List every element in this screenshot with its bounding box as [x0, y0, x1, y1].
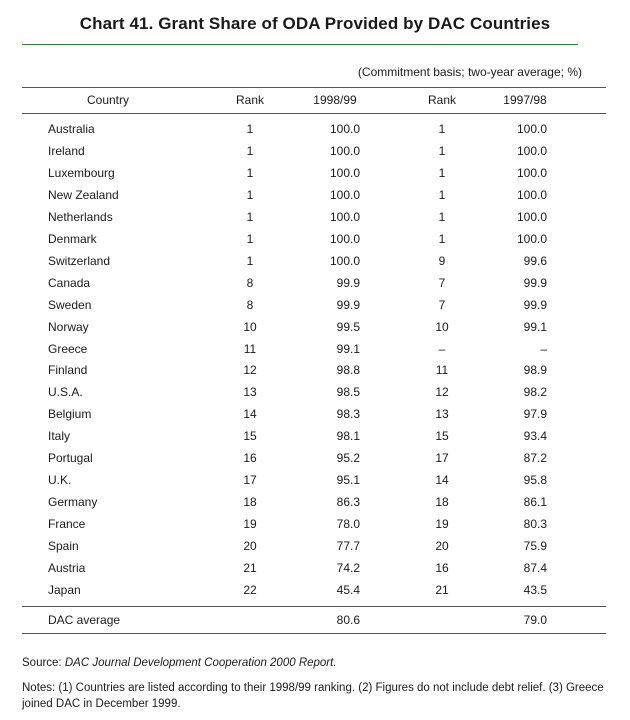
country-cell: U.K. — [48, 473, 72, 488]
value-1998-cell: 86.3 — [336, 495, 360, 510]
rank-1998-cell: 1 — [246, 231, 254, 246]
table-row — [0, 228, 630, 250]
rank-1998-cell: 1 — [246, 209, 254, 224]
value-1997-cell: 97.9 — [523, 407, 547, 422]
value-1998-cell: 98.5 — [336, 385, 360, 400]
table-row — [0, 316, 630, 338]
rank-1998-cell: 1 — [246, 187, 254, 202]
source-title: DAC Journal Development Cooperation 2000 Report. — [64, 657, 337, 669]
value-1997-cell: – — [540, 341, 547, 356]
value-1997-cell: 100.0 — [516, 231, 547, 246]
table-row — [0, 206, 630, 228]
rank-1997-cell: 1 — [438, 187, 446, 202]
country-cell: Greece — [48, 341, 88, 356]
value-1998-cell: 74.2 — [336, 561, 360, 575]
rank-1998-cell: 8 — [246, 297, 254, 312]
value-1997-cell: 80.3 — [523, 517, 547, 532]
rank-1997-cell: 7 — [438, 297, 446, 312]
value-1997-cell: 75.9 — [523, 539, 547, 554]
rank-1997-cell: 10 — [435, 319, 449, 334]
table-row — [0, 272, 630, 294]
table-row — [0, 294, 630, 316]
rank-1997-cell: 11 — [435, 363, 449, 378]
table-row — [0, 535, 630, 557]
value-1997-cell: 100.0 — [516, 143, 547, 158]
header-rank-1997: Rank — [427, 93, 456, 107]
rank-1997-cell: 1 — [438, 231, 446, 246]
value-1998-cell: 95.1 — [336, 473, 360, 488]
rank-1997-cell: 20 — [435, 539, 449, 554]
country-cell: Austria — [48, 561, 86, 575]
table-row — [0, 250, 630, 272]
value-1997-cell: 100.0 — [516, 187, 547, 202]
value-1997-cell: 43.5 — [523, 582, 547, 597]
notes: Notes: (1) Countries are listed according to their 1998/99 ranking. (2) Figures do not include debt relief. (3) Greece joined DAC in December 1999. — [22, 682, 604, 710]
value-1998-cell: 100.0 — [329, 253, 360, 268]
value-1997-cell: 98.9 — [523, 363, 547, 378]
rank-1998-cell: 16 — [243, 451, 257, 466]
value-1997-cell: 87.4 — [523, 561, 547, 575]
rank-1997-cell: 18 — [435, 495, 449, 510]
country-cell: Switzerland — [48, 253, 111, 268]
rank-1998-cell: 10 — [243, 319, 257, 334]
country-cell: Belgium — [48, 407, 92, 422]
table-row — [0, 338, 630, 360]
table-row — [0, 491, 630, 513]
table-row — [0, 381, 630, 403]
average-top-rule — [22, 606, 606, 607]
header-period-1997: 1997/98 — [503, 93, 547, 107]
title-divider — [22, 44, 578, 45]
table-row — [0, 162, 630, 184]
rank-1998-cell: 20 — [243, 539, 257, 554]
table-subtitle: (Commitment basis; two-year average; %) — [357, 65, 582, 79]
header-top-rule — [22, 87, 606, 88]
country-cell: Ireland — [48, 143, 85, 158]
source-note — [22, 655, 612, 671]
country-cell: Finland — [48, 363, 88, 378]
rank-1998-cell: 13 — [243, 385, 257, 400]
table-row — [0, 469, 630, 491]
value-1997-cell: 93.4 — [523, 429, 547, 444]
table-bottom-rule — [22, 633, 606, 634]
value-1997-cell: 98.2 — [523, 385, 547, 400]
rank-1997-cell: 9 — [438, 253, 446, 268]
country-cell: Sweden — [48, 297, 92, 312]
source-label: Source: — [22, 657, 62, 669]
rank-1997-cell: 1 — [438, 209, 446, 224]
rank-1998-cell: 11 — [243, 341, 257, 356]
value-1998-cell: 100.0 — [329, 187, 360, 202]
table-row — [0, 447, 630, 469]
table-row — [0, 579, 630, 601]
value-1997-cell: 99.9 — [523, 275, 547, 290]
rank-1997-cell: 21 — [435, 582, 449, 597]
country-cell: Netherlands — [48, 209, 113, 224]
rank-1997-cell: 1 — [438, 122, 446, 136]
header-rank-1998: Rank — [235, 93, 264, 107]
rank-1997-cell: 16 — [435, 561, 449, 575]
value-1998-cell: 100.0 — [329, 165, 360, 180]
value-1997-cell: 99.9 — [523, 297, 547, 312]
country-cell: New Zealand — [48, 187, 119, 202]
value-1997-cell: 99.6 — [523, 253, 547, 268]
rank-1997-cell: 17 — [435, 451, 449, 466]
value-1998-cell: 95.2 — [336, 451, 360, 466]
table-row — [0, 140, 630, 162]
rank-1998-cell: 15 — [243, 429, 257, 444]
country-cell: Canada — [48, 275, 91, 290]
rank-1997-cell: – — [438, 341, 446, 356]
rank-1998-cell: 12 — [243, 363, 257, 378]
rank-1998-cell: 1 — [246, 165, 254, 180]
value-1998-cell: 99.9 — [336, 297, 360, 312]
value-1997-cell: 99.1 — [523, 319, 547, 334]
table-row — [0, 118, 630, 140]
value-1998-cell: 78.0 — [336, 517, 360, 532]
rank-1997-cell: 7 — [438, 275, 446, 290]
rank-1997-cell: 19 — [435, 517, 449, 532]
value-1998-cell: 99.9 — [336, 275, 360, 290]
value-1998-cell: 100.0 — [329, 143, 360, 158]
value-1997-cell: 100.0 — [516, 165, 547, 180]
rank-1998-cell: 1 — [246, 143, 254, 158]
value-1998-cell: 98.3 — [336, 407, 360, 422]
rank-1998-cell: 14 — [243, 407, 257, 422]
value-1998-cell: 77.7 — [336, 539, 360, 554]
rank-1997-cell: 1 — [438, 143, 446, 158]
value-1998-cell: 100.0 — [329, 231, 360, 246]
rank-1997-cell: 13 — [435, 407, 449, 422]
average-value-1997: 79.0 — [523, 613, 547, 627]
rank-1998-cell: 8 — [246, 275, 254, 290]
country-cell: Norway — [48, 319, 89, 334]
value-1998-cell: 98.1 — [336, 429, 360, 444]
country-cell: Denmark — [48, 231, 97, 246]
rank-1998-cell: 19 — [243, 517, 257, 532]
value-1998-cell: 98.8 — [336, 363, 360, 378]
value-1998-cell: 99.5 — [336, 319, 360, 334]
country-cell: Spain — [48, 539, 79, 554]
average-value-1998: 80.6 — [336, 613, 360, 627]
rank-1997-cell: 1 — [438, 165, 446, 180]
rank-1998-cell: 1 — [246, 122, 254, 136]
value-1997-cell: 86.1 — [523, 495, 547, 510]
value-1997-cell: 100.0 — [516, 209, 547, 224]
country-cell: Italy — [48, 429, 71, 444]
country-cell: Portugal — [48, 451, 93, 466]
value-1997-cell: 100.0 — [516, 122, 547, 136]
country-cell: U.S.A. — [48, 385, 83, 400]
header-country: Country — [86, 93, 130, 107]
value-1998-cell: 99.1 — [336, 341, 360, 356]
value-1998-cell: 100.0 — [329, 209, 360, 224]
table-row — [0, 403, 630, 425]
table-row — [0, 557, 630, 579]
rank-1998-cell: 22 — [243, 582, 257, 597]
country-cell: France — [48, 517, 86, 532]
table-row — [0, 184, 630, 206]
rank-1998-cell: 1 — [246, 253, 254, 268]
table-header-row — [0, 89, 630, 111]
rank-1997-cell: 12 — [435, 385, 449, 400]
chart-title: Chart 41. Grant Share of ODA Provided by DAC Countries — [79, 14, 551, 33]
average-row — [0, 609, 630, 631]
country-cell: Australia — [48, 122, 95, 136]
rank-1998-cell: 18 — [243, 495, 257, 510]
country-cell: Germany — [48, 495, 98, 510]
table-row — [0, 513, 630, 535]
country-cell: Luxembourg — [48, 165, 115, 180]
rank-1998-cell: 17 — [243, 473, 257, 488]
table-row — [0, 425, 630, 447]
header-period-1998: 1998/99 — [313, 93, 357, 107]
rank-1997-cell: 14 — [435, 473, 449, 488]
header-bottom-rule — [22, 113, 606, 114]
value-1998-cell: 45.4 — [336, 582, 360, 597]
rank-1998-cell: 21 — [243, 561, 257, 575]
value-1997-cell: 95.8 — [523, 473, 547, 488]
rank-1997-cell: 15 — [435, 429, 449, 444]
value-1997-cell: 87.2 — [523, 451, 547, 466]
table-row — [0, 359, 630, 381]
value-1998-cell: 100.0 — [329, 122, 360, 136]
average-label: DAC average — [48, 613, 121, 627]
country-cell: Japan — [48, 582, 81, 597]
